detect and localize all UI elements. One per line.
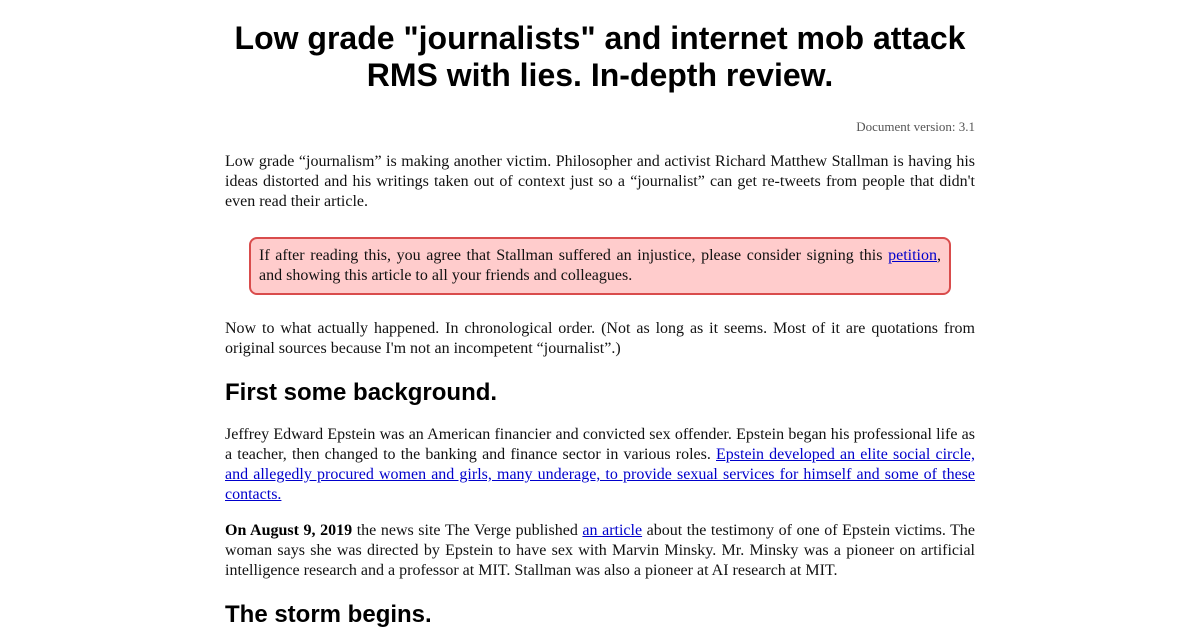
document-version: Document version: 3.1	[856, 119, 975, 134]
intro-paragraph: Low grade “journalism” is making another victim. Philosopher and activist Richard Matthew Stallman is having his ideas distorted and his writings taken out of context just so a “journalist” can get re-tweets from people that didn't even read their article.	[225, 153, 975, 210]
page-title: Low grade "journalists" and internet mob attack RMS with lies. In-depth review.	[234, 20, 966, 93]
section-heading-background: First some background.	[225, 379, 498, 406]
august-text-2: about the testimony of one of Epstein victims. The woman says she was directed by Epstein to have sex with Marvin Minsky. Mr. Minsky was a pioneer on artificial intelligence research and a professor at MIT. Stallman was also a pioneer at AI research at MIT.	[225, 522, 975, 579]
section-heading-storm: The storm begins.	[225, 601, 432, 628]
chronology-paragraph: Now to what actually happened. In chronological order. (Not as long as it seems. Most of it are quotations from original sources because I'm not an incompetent “journalist”.)	[225, 320, 975, 357]
background-text: Jeffrey Edward Epstein was an American financier and convicted sex offender. Epstein began his professional life as a teacher, then changed to the banking and finance sector in various roles.	[225, 426, 975, 463]
petition-notice-box	[249, 237, 951, 295]
petition-notice-text	[259, 246, 941, 286]
august-date: On August 9, 2019	[225, 522, 353, 539]
background-paragraph	[225, 425, 975, 505]
epstein-social-circle-link[interactable]: Epstein developed an elite social circle, and allegedly procured women and girls, many underage, to provide sexual services for himself and some of these contacts.	[225, 446, 975, 503]
august-paragraph	[225, 521, 975, 581]
notice-text-before: If after reading this, you agree that Stallman suffered an injustice, please consider signing this	[259, 247, 889, 264]
august-text-1: the news site The Verge published	[352, 522, 583, 539]
notice-text-after: , and showing this article to all your friends and colleagues.	[259, 247, 941, 284]
article	[225, 0, 975, 629]
petition-link[interactable]: petition	[888, 247, 937, 264]
verge-article-link[interactable]: an article	[582, 522, 643, 539]
